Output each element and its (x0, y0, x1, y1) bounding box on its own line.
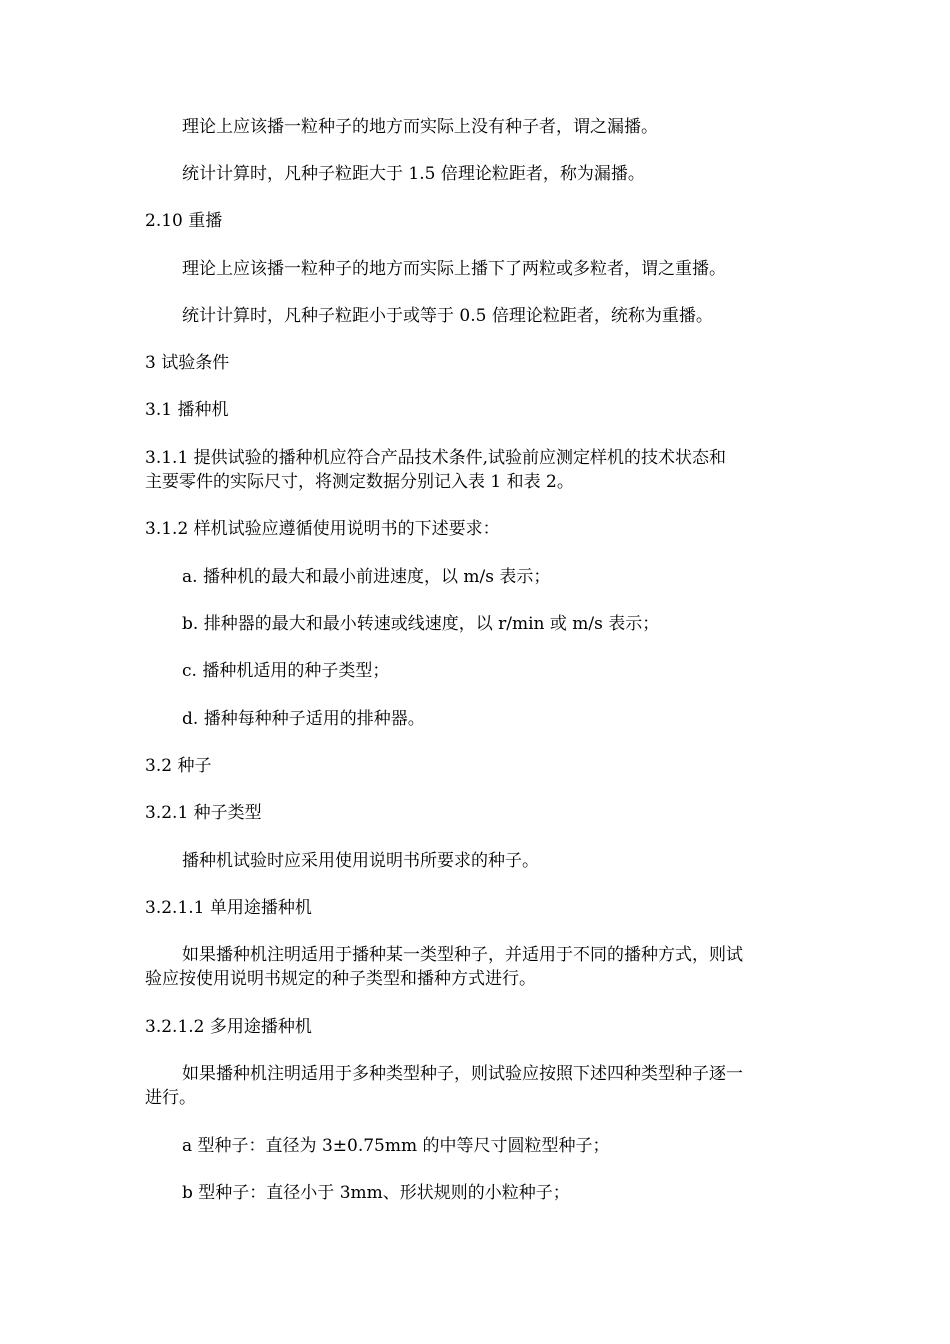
heading-2-10: 2.10 重播 (145, 211, 223, 231)
list-item-c: c. 播种机适用的种子类型； (182, 661, 390, 681)
paragraph-3-1-1-line2: 主要零件的实际尺寸，将测定数据分别记入表 1 和表 2。 (145, 472, 574, 492)
paragraph-3-2-1-1-line2: 验应按使用说明书规定的种子类型和播种方式进行。 (145, 969, 536, 989)
seed-type-a: a 型种子：直径为 3±0.75mm 的中等尺寸圆粒型种子； (182, 1136, 610, 1156)
paragraph-3-2-1: 播种机试验时应采用使用说明书所要求的种子。 (182, 851, 539, 871)
paragraph-3-1-1-line1: 3.1.1 提供试验的播种机应符合产品技术条件,试验前应测定样机的技术状态和 (145, 448, 727, 468)
paragraph-3-1-2: 3.1.2 样机试验应遵循使用说明书的下述要求： (145, 519, 500, 539)
list-item-a: a. 播种机的最大和最小前进速度，以 m/s 表示； (182, 567, 551, 587)
paragraph-3-2-1-2-line2: 进行。 (145, 1088, 196, 1108)
list-item-b: b. 排种器的最大和最小转速或线速度，以 r/min 或 m/s 表示； (182, 614, 660, 634)
paragraph-missed-seeding-statistic: 统计计算时，凡种子粒距大于 1.5 倍理论粒距者，称为漏播。 (182, 164, 645, 184)
heading-3-2-1-2: 3.2.1.2 多用途播种机 (145, 1017, 312, 1037)
heading-3-2: 3.2 种子 (145, 756, 212, 776)
seed-type-b: b 型种子：直径小于 3mm、形状规则的小粒种子； (182, 1183, 570, 1203)
paragraph-multiple-seeding-statistic: 统计计算时，凡种子粒距小于或等于 0.5 倍理论粒距者，统称为重播。 (182, 306, 713, 326)
heading-3-2-1-1: 3.2.1.1 单用途播种机 (145, 898, 312, 918)
heading-3-2-1: 3.2.1 种子类型 (145, 803, 262, 823)
heading-3: 3 试验条件 (145, 353, 230, 373)
heading-3-1: 3.1 播种机 (145, 400, 229, 420)
paragraph-3-2-1-1-line1: 如果播种机注明适用于播种某一类型种子，并适用于不同的播种方式，则试 (182, 945, 743, 965)
paragraph-3-2-1-2-line1: 如果播种机注明适用于多种类型种子，则试验应按照下述四种类型种子逐一 (182, 1064, 743, 1084)
list-item-d: d. 播种每种种子适用的排种器。 (182, 709, 425, 729)
paragraph-multiple-seeding-definition: 理论上应该播一粒种子的地方而实际上播下了两粒或多粒者，谓之重播。 (182, 259, 726, 279)
paragraph-missed-seeding-definition: 理论上应该播一粒种子的地方而实际上没有种子者，谓之漏播。 (182, 117, 658, 137)
